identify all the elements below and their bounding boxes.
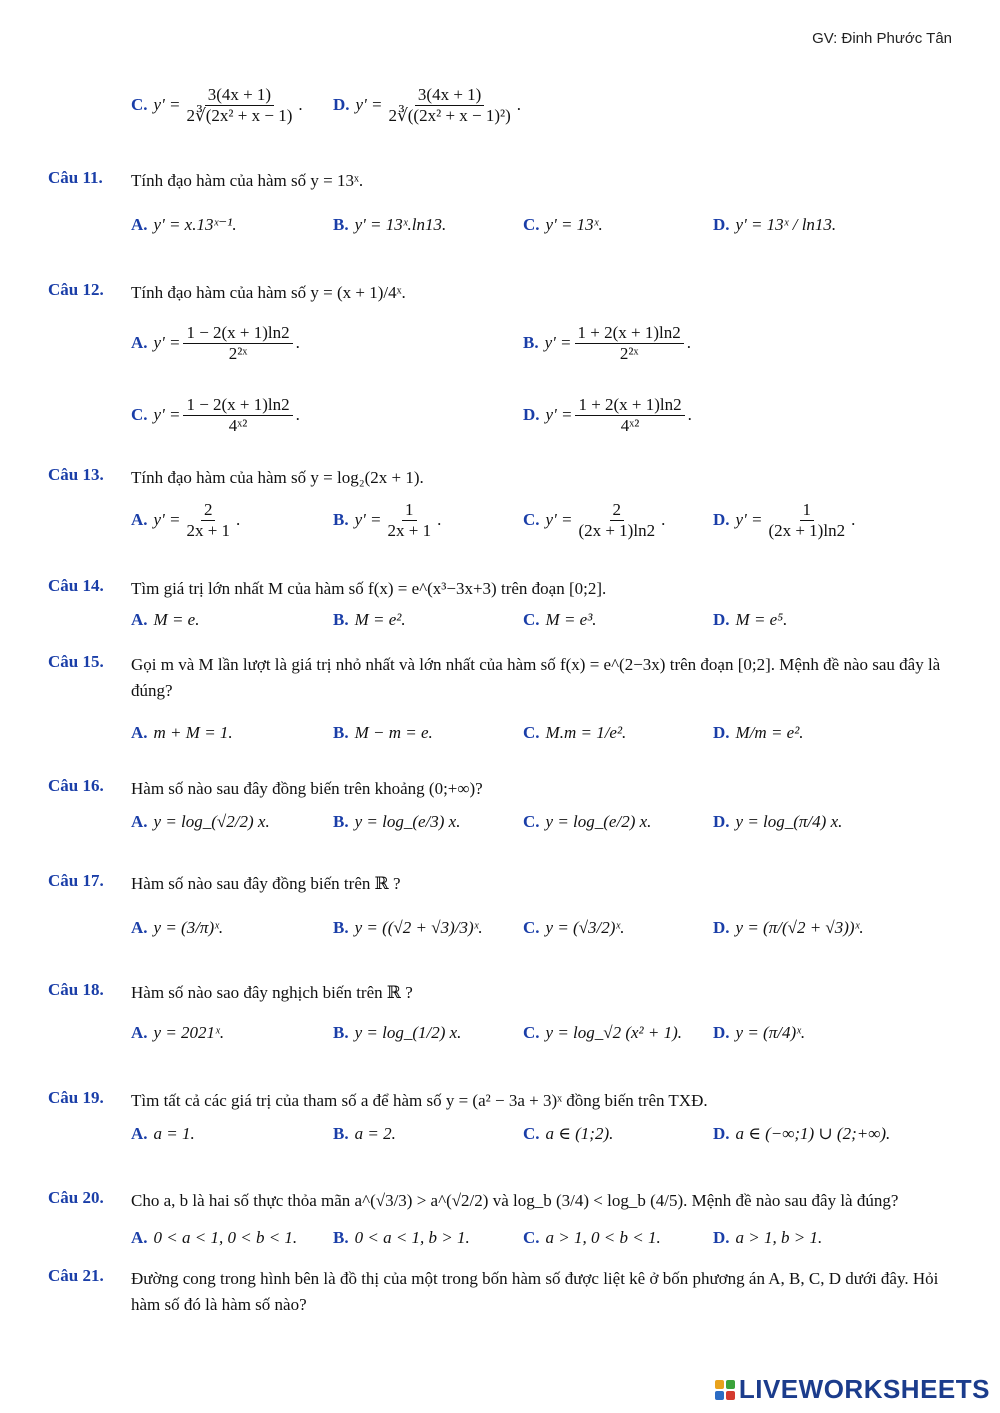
option-c[interactable]: C. a > 1, 0 < b < 1.	[523, 1228, 661, 1247]
question-16	[48, 776, 952, 856]
logo-squares-icon	[715, 1380, 735, 1400]
option-c[interactable]: C. y' = 13ˣ.	[523, 215, 603, 234]
option-d[interactable]: D. M = e⁵.	[713, 610, 788, 629]
question-text: Tính đạo hàm của hàm số y = 13ˣ.	[131, 171, 364, 190]
option-a[interactable]: A. m + M = 1.	[131, 723, 233, 742]
question-number: Câu 12.	[48, 280, 104, 299]
question-15	[48, 652, 952, 762]
question-19	[48, 1088, 952, 1154]
option-c[interactable]: C. y' = $\frac{2}{(2x + 1)\ln 2}$ .	[523, 499, 666, 540]
option-d[interactable]: D. y' = $\frac{1}{(2x + 1)\ln 2}$ .	[713, 499, 856, 540]
option-d[interactable]: D. y' = 13ˣ / ln13.	[713, 215, 837, 234]
logo-text: LIVEWORKSHEETS	[738, 1374, 990, 1404]
question-13	[48, 465, 952, 555]
option-c[interactable]: C. M.m = 1/e².	[523, 723, 627, 742]
question-11	[48, 168, 952, 248]
option-a[interactable]: A. y = log_(√2/2) x.	[131, 812, 270, 831]
option-a[interactable]: A. a = 1.	[131, 1124, 195, 1143]
option-a[interactable]: A. 0 < a < 1, 0 < b < 1.	[131, 1228, 298, 1247]
option-b[interactable]: B. y' = 13ˣ.ln13.	[333, 215, 447, 234]
question-text: Tính đạo hàm của hàm số y = log₂(2x + 1).	[131, 468, 424, 487]
option-b[interactable]: B. y' = $\frac{1 + 2(x + 1)\ln 2}{\text{2²ˣ}}$ .	[523, 322, 691, 363]
option-a[interactable]: A. y' = $\frac{1 - 2(x + 1)\ln 2}{\text{2²ˣ}}$ .	[131, 322, 300, 363]
option-d[interactable]: D. M/m = e².	[713, 723, 804, 742]
question-number: Câu 14.	[48, 576, 104, 595]
question-number: Câu 16.	[48, 776, 104, 795]
option-c[interactable]: C. y = (√3/2)ˣ.	[523, 918, 625, 937]
question-text: Tìm tất cả các giá trị của tham số a để hàm số y = (a² − 3a + 3)ˣ đồng biến trên TXĐ.	[131, 1091, 708, 1110]
liveworksheets-logo	[715, 1374, 990, 1405]
option-c[interactable]: C. M = e³.	[523, 610, 597, 629]
question-17	[48, 871, 952, 961]
question-text: Hàm số nào sau đây đồng biến trên khoảng (0;+∞)?	[131, 779, 483, 798]
option-d[interactable]: D. y = (π/(√2 + √3))ˣ.	[713, 918, 864, 937]
option-c[interactable]: C. y = log_√2 (x² + 1).	[523, 1023, 683, 1042]
option-b[interactable]: B. y' = $\frac{1}{2x + 1}$ .	[333, 499, 442, 540]
question-number: Câu 19.	[48, 1088, 104, 1107]
option-d[interactable]: D. a > 1, b > 1.	[713, 1228, 823, 1247]
question-21	[48, 1266, 952, 1322]
option-a[interactable]: A. y = (3/π)ˣ.	[131, 918, 224, 937]
option-b[interactable]: B. M − m = e.	[333, 723, 433, 742]
question-text: Tính đạo hàm của hàm số y = (x + 1)/4ˣ.	[131, 283, 406, 302]
question-text: Hàm số nào sau đây đồng biến trên ℝ ?	[131, 874, 401, 893]
question-number: Câu 17.	[48, 871, 104, 890]
question-number: Câu 20.	[48, 1188, 104, 1207]
option-b[interactable]: B. y = ((√2 + √3)/3)ˣ.	[333, 918, 483, 937]
question-10-tail	[48, 75, 952, 135]
option-d[interactable]: D. y = (π/4)ˣ.	[713, 1023, 806, 1042]
question-18	[48, 980, 952, 1070]
question-text: Cho a, b là hai số thực thỏa mãn a^(√3/3) > a^(√2/2) và log_b (3/4) < log_b (4/5). Mệnh đề nào sau đây là đúng?	[131, 1191, 899, 1210]
question-20	[48, 1188, 952, 1258]
option-a[interactable]: A. y' = $\frac{2}{2x + 1}$ .	[131, 499, 241, 540]
option-d[interactable]: D. a ∈ (−∞;1) ∪ (2;+∞).	[713, 1124, 891, 1143]
question-14	[48, 576, 952, 640]
option-d[interactable]: D. y' = $\frac{1 + 2(x + 1)\ln 2}{\text{4ˣ²}}$ .	[523, 394, 692, 435]
option-b[interactable]: B. 0 < a < 1, b > 1.	[333, 1228, 470, 1247]
question-text: Gọi m và M lần lượt là giá trị nhỏ nhất và lớn nhất của hàm số f(x) = e^(2−3x) trên đoạn [0;2]. Mệnh đề nào sau đây là đúng?	[131, 655, 941, 700]
option-c[interactable]: C. y = log_(e/2) x.	[523, 812, 652, 831]
option-b[interactable]: B. M = e².	[333, 610, 406, 629]
option-b[interactable]: B. y = log_(e/3) x.	[333, 812, 461, 831]
question-number: Câu 15.	[48, 652, 104, 671]
option-a[interactable]: A. M = e.	[131, 610, 200, 629]
option-c[interactable]: C. y' = $\frac{3(4x + 1)}{\text{2∛(2x² + x − 1)}}$ .	[131, 84, 303, 125]
option-b[interactable]: B. y = log_(1/2) x.	[333, 1023, 462, 1042]
option-c[interactable]: C. a ∈ (1;2).	[523, 1124, 614, 1143]
option-d[interactable]: D. y' = $\frac{3(4x + 1)}{\text{2∛((2x² + x − 1)²)}}$ .	[333, 84, 522, 125]
teacher-header: GV: Đinh Phước Tân	[812, 30, 952, 47]
option-b[interactable]: B. a = 2.	[333, 1124, 396, 1143]
option-a[interactable]: A. y' = x.13ˣ⁻¹.	[131, 215, 237, 234]
option-c[interactable]: C. y' = $\frac{1 - 2(x + 1)\ln 2}{\text{4ˣ²}}$ .	[131, 394, 300, 435]
question-text: Đường cong trong hình bên là đồ thị của một trong bốn hàm số được liệt kê ở bốn phương án A, B, C, D dưới đây. Hỏi hàm số đó là hàm số nào?	[131, 1269, 939, 1314]
question-number: Câu 13.	[48, 465, 104, 484]
question-text: Hàm số nào sao đây nghịch biến trên ℝ ?	[131, 983, 413, 1002]
option-a[interactable]: A. y = 2021ˣ.	[131, 1023, 225, 1042]
question-number: Câu 18.	[48, 980, 104, 999]
question-number: Câu 11.	[48, 168, 103, 187]
question-text: Tìm giá trị lớn nhất M của hàm số f(x) = e^(x³−3x+3) trên đoạn [0;2].	[131, 579, 607, 598]
option-d[interactable]: D. y = log_(π/4) x.	[713, 812, 843, 831]
question-number: Câu 21.	[48, 1266, 104, 1285]
question-12	[48, 280, 952, 450]
